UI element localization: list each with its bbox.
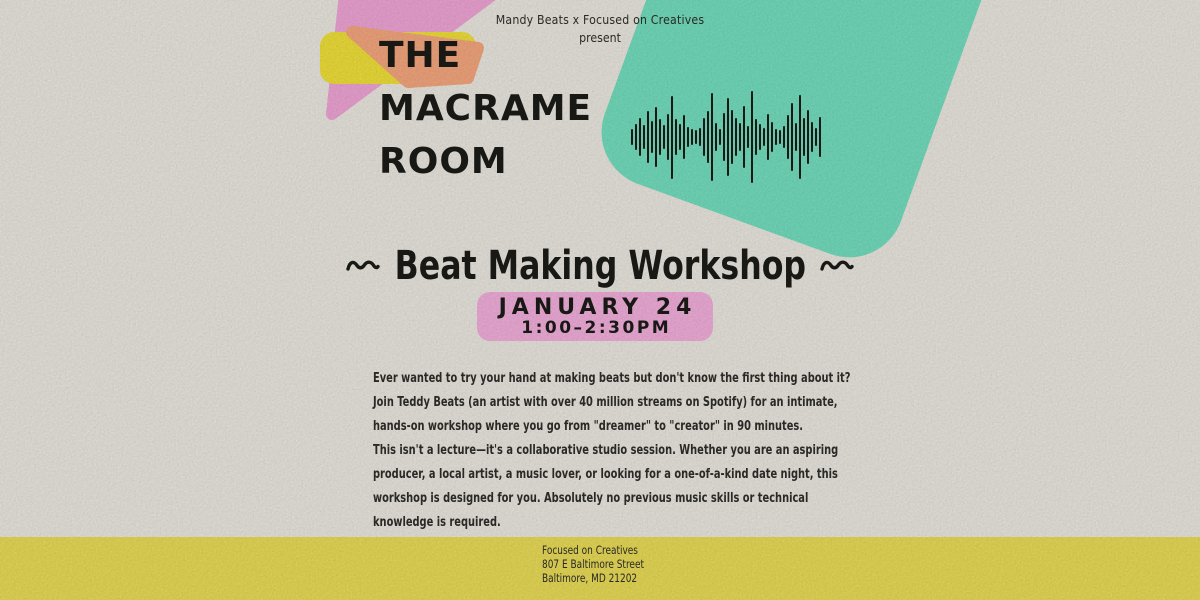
waveform-bar <box>719 129 721 145</box>
title-line-macrame: MACRAME <box>379 88 593 129</box>
waveform-bar <box>795 123 797 151</box>
waveform-bar <box>803 118 805 156</box>
waveform-bar <box>727 98 729 176</box>
waveform-bar <box>735 118 737 156</box>
event-time: 1:00–2:30PM <box>521 318 672 338</box>
workshop-title: Beat Making Workshop <box>394 243 806 289</box>
waveform-bar <box>699 128 701 146</box>
waveform-bar <box>815 128 817 146</box>
description-line: Ever wanted to try your hand at making beats but don't know the first thing about it? <box>373 370 851 386</box>
event-date: JANUARY 24 <box>498 295 697 320</box>
waveform-bar <box>807 110 809 164</box>
description-line: hands-on workshop where you go from "dreamer" to "creator" in 90 minutes. <box>373 418 804 434</box>
venue-info <box>542 544 644 585</box>
title-line-room: ROOM <box>379 141 508 182</box>
waveform-bar <box>711 93 713 181</box>
waveform-icon <box>631 88 831 186</box>
waveform-bar <box>643 125 645 149</box>
description-paragraph <box>373 366 850 534</box>
waveform-bar <box>651 121 653 153</box>
workshop-title-row <box>0 244 1200 288</box>
event-title <box>379 29 592 188</box>
present-label: present <box>579 30 621 45</box>
waveform-bar <box>811 122 813 152</box>
waveform-bar <box>767 114 769 160</box>
waveform-bar <box>695 130 697 144</box>
waveform-bar <box>675 119 677 155</box>
waveform-bar <box>631 129 633 145</box>
waveform-bar <box>731 110 733 164</box>
waveform-bar <box>647 111 649 163</box>
description-line: knowledge is required. <box>373 514 501 530</box>
description-line: Join Teddy Beats (an artist with over 40 million streams on Spotify) for an intimate, <box>373 394 838 410</box>
waveform-bar <box>739 123 741 151</box>
waveform-bar <box>663 125 665 149</box>
description-line: producer, a local artist, a music lover, or looking for a one-of-a-kind date night, this <box>373 466 838 482</box>
waveform-bar <box>763 128 765 146</box>
waveform-bar <box>667 114 669 160</box>
description-line: workshop is designed for you. Absolutely no previous music skills or technical <box>373 490 809 506</box>
venue-street: 807 E Baltimore Street <box>542 556 644 571</box>
waveform-bar <box>671 96 673 179</box>
waveform-bar <box>707 111 709 163</box>
title-line-the: THE <box>379 35 462 76</box>
waveform-bar <box>723 113 725 161</box>
waveform-bar <box>751 91 753 183</box>
squiggle-wave-icon <box>346 258 380 274</box>
squiggle-wave-icon <box>820 258 854 274</box>
waveform-bar <box>779 130 781 144</box>
waveform-bar <box>683 115 685 159</box>
waveform-bar <box>635 124 637 150</box>
date-badge <box>477 292 713 341</box>
waveform-bar <box>787 115 789 159</box>
waveform-bar <box>771 122 773 152</box>
waveform-bar <box>703 118 705 156</box>
waveform-bar <box>715 123 717 151</box>
waveform-bar <box>747 126 749 148</box>
waveform-bar <box>679 124 681 150</box>
waveform-bar <box>783 126 785 148</box>
waveform-bar <box>691 129 693 145</box>
presenters-line: Mandy Beats x Focused on Creatives <box>495 12 705 27</box>
waveform-bar <box>799 95 801 179</box>
waveform-bar <box>759 124 761 150</box>
venue-name: Focused on Creatives <box>542 543 638 557</box>
waveform-bar <box>755 119 757 155</box>
waveform-bar <box>639 118 641 156</box>
waveform-bar <box>687 127 689 147</box>
waveform-bar <box>775 129 777 145</box>
venue-city: Baltimore, MD 21202 <box>542 570 638 585</box>
description-line: This isn't a lecture—it's a collaborative studio session. Whether you are an aspiring <box>373 442 839 458</box>
waveform-bar <box>743 106 745 168</box>
waveform-bar <box>791 103 793 171</box>
waveform-bar <box>655 107 657 167</box>
waveform-bar <box>819 117 821 157</box>
waveform-bar <box>659 119 661 155</box>
